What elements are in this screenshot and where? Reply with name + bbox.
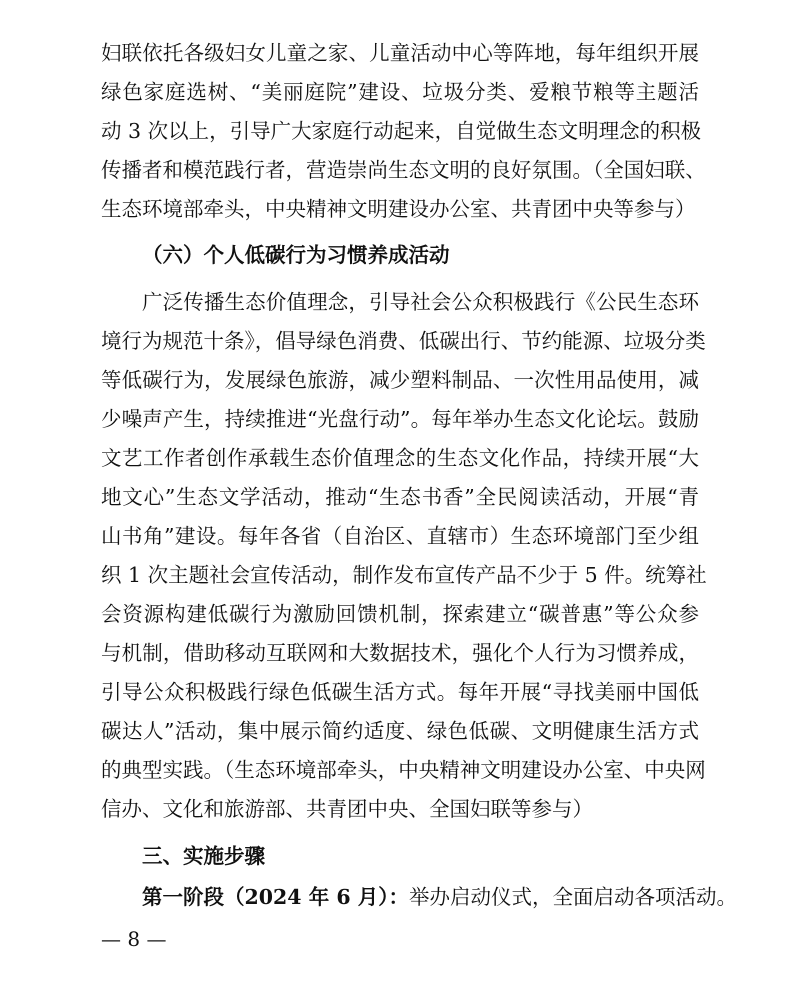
section6-line-10: 与机制，借助移动互联网和大数据技术，强化个人行为习惯养成， xyxy=(101,641,699,665)
para1-line-3: 动 3 次以上，引导广大家庭行动起来，自觉做生态文明理念的积极 xyxy=(101,119,702,143)
section6-heading: （六）个人低碳行为习惯养成活动 xyxy=(142,243,450,267)
para1-line-4: 传播者和模范践行者，营造崇尚生态文明的良好氛围。（全国妇联、 xyxy=(101,158,706,182)
section6-line-6: 地文心”生态文学活动，推动“生态书香”全民阅读活动，开展“青 xyxy=(101,485,699,509)
section6-line-14: 信办、文化和旅游部、共青团中央、全国妇联等参与） xyxy=(101,797,593,821)
section6-line-1: 广泛传播生态价值理念，引导社会公众积极践行《公民生态环 xyxy=(142,290,699,314)
section6-line-8: 织 1 次主题社会宣传活动，制作发布宣传产品不少于 5 件。统筹社 xyxy=(101,563,707,587)
stage1-line xyxy=(142,882,737,912)
section6-line-7: 山书角”建设。每年各省（自治区、直辖市）生态环境部门至少组 xyxy=(101,524,699,548)
section6-line-2: 境行为规范十条》，倡导绿色消费、低碳出行、节约能源、垃圾分类 xyxy=(101,329,706,353)
section6-line-9: 会资源构建低碳行为激励回馈机制，探索建立“碳普惠”等公众参 xyxy=(101,602,699,626)
section6-line-11: 引导公众积极践行绿色低碳生活方式。每年开展“寻找美丽中国低 xyxy=(101,680,699,704)
para1-line-2: 绿色家庭选树、“美丽庭院”建设、垃圾分类、爱粮节粮等主题活 xyxy=(101,80,699,104)
stage1-label: 第一阶段（2024 年 6 月）： xyxy=(142,885,409,909)
stage1-text: 举办启动仪式，全面启动各项活动。 xyxy=(408,885,737,909)
section3-heading: 三、实施步骤 xyxy=(142,844,265,868)
section6-line-5: 文艺工作者创作承载生态价值理念的生态文化作品，持续开展“大 xyxy=(101,446,699,470)
section6-line-3: 等低碳行为，发展绿色旅游，减少塑料制品、一次性用品使用，减 xyxy=(101,368,699,392)
page-number: — 8 — xyxy=(101,927,167,951)
section6-line-13: 的典型实践。（生态环境部牵头，中央精神文明建设办公室、中央网 xyxy=(101,758,706,782)
para1-line-1: 妇联依托各级妇女儿童之家、儿童活动中心等阵地，每年组织开展 xyxy=(101,41,699,65)
section6-line-4: 少噪声产生，持续推进“光盘行动”。每年举办生态文化论坛。鼓励 xyxy=(101,407,699,431)
para1-line-5: 生态环境部牵头，中央精神文明建设办公室、共青团中央等参与） xyxy=(101,197,696,221)
section6-line-12: 碳达人”活动，集中展示简约适度、绿色低碳、文明健康生活方式 xyxy=(101,719,699,743)
